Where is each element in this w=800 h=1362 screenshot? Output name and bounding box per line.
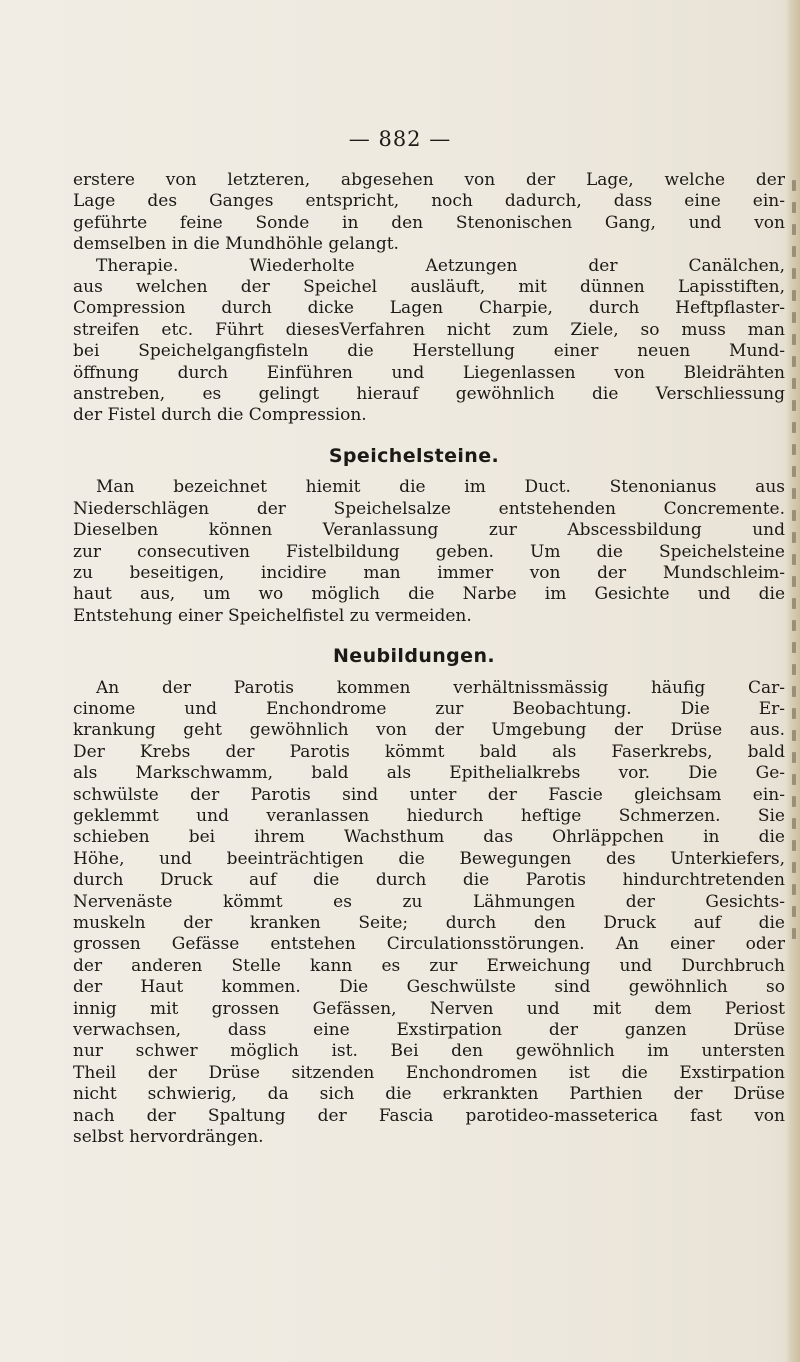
edge-mark — [792, 884, 796, 895]
text-line: zu beseitigen, incidire man immer von der Mundschleim- — [73, 562, 785, 583]
text-line: muskeln der kranken Seite; durch den Druck auf die — [73, 913, 785, 933]
edge-mark — [792, 356, 796, 367]
edge-mark — [792, 224, 796, 235]
text-line: Nervenäste kömmt es zu Lähmungen der Gesichts- — [73, 891, 785, 912]
edge-mark — [792, 268, 796, 279]
body-text — [73, 170, 785, 1148]
edge-mark — [792, 796, 796, 807]
edge-mark — [792, 444, 796, 455]
text-line: als Markschwamm, bald als Epithelialkrebs vor. Die Ge- — [73, 763, 785, 784]
edge-mark — [792, 928, 796, 939]
text-line: nicht schwierig, da sich die erkrankten Parthien der Drüse — [73, 1084, 785, 1105]
text-line: schieben bei ihrem Wachsthum das Ohrläppchen in die — [73, 827, 785, 848]
text-line: Theil der Drüse sitzenden Enchondromen ist die Exstirpation — [73, 1062, 785, 1083]
text-line: selbst hervordrängen. — [73, 1127, 264, 1148]
edge-mark — [792, 334, 796, 345]
edge-mark — [792, 598, 796, 609]
page-number: — 882 — — [348, 127, 452, 151]
text-line: Man bezeichnet hiemit die im Duct. Stenonianus aus — [96, 477, 785, 498]
edge-mark — [792, 180, 796, 191]
edge-mark — [792, 730, 796, 741]
text-line: der anderen Stelle kann es zur Erweichung und Durchbruch — [73, 955, 785, 976]
text-line: aus welchen der Speichel ausläuft, mit dünnen Lapisstiften, — [73, 277, 785, 298]
text-line: schwülste der Parotis sind unter der Fascie gleichsam ein- — [73, 784, 785, 805]
edge-mark — [792, 862, 796, 873]
text-line: innig mit grossen Gefässen, Nerven und mit dem Periost — [73, 998, 785, 1019]
text-line: durch Druck auf die durch die Parotis hindurchtretenden — [73, 870, 785, 891]
text-line: Höhe, und beeinträchtigen die Bewegungen des Unterkiefers, — [73, 848, 785, 869]
edge-mark — [792, 466, 796, 477]
edge-mark — [792, 774, 796, 785]
text-line: Niederschlägen der Speichelsalze entstehenden Concremente. — [73, 498, 785, 519]
edge-mark — [792, 488, 796, 499]
text-line: öffnung durch Einführen und Liegenlassen von Bleidrähten — [73, 362, 785, 383]
text-line: geklemmt und veranlassen hiedurch heftige Schmerzen. Sie — [73, 805, 785, 826]
text-line: Dieselben können Veranlassung zur Abscessbildung und — [73, 520, 785, 541]
section-heading: Neubildungen. — [332, 645, 496, 668]
edge-mark — [792, 532, 796, 543]
edge-mark — [792, 664, 796, 675]
section-heading: Speichelsteine. — [328, 444, 500, 467]
text-line: der Fistel durch die Compression. — [73, 405, 367, 426]
edge-mark — [792, 422, 796, 433]
text-line: anstreben, es gelingt hierauf gewöhnlich die Verschliessung — [73, 384, 785, 405]
text-line: demselben in die Mundhöhle gelangt. — [73, 234, 399, 255]
text-line: haut aus, um wo möglich die Narbe im Gesichte und die — [73, 584, 785, 605]
section — [73, 646, 785, 1148]
edge-mark — [792, 246, 796, 257]
edge-mark — [792, 202, 796, 213]
section — [73, 170, 785, 427]
edge-mark — [792, 400, 796, 411]
edge-mark — [792, 642, 796, 653]
edge-mark — [792, 752, 796, 763]
edge-mark — [792, 708, 796, 719]
text-line: geführte feine Sonde in den Stenonischen Gang, und von — [73, 212, 785, 233]
edge-mark — [792, 378, 796, 389]
edge-mark — [792, 686, 796, 697]
edge-mark — [792, 906, 796, 917]
section — [73, 446, 785, 627]
edge-mark — [792, 510, 796, 521]
text-line: streifen etc. Führt diesesVerfahren nicht zum Ziele, so muss man — [73, 319, 785, 340]
text-line: Entstehung einer Speichelfistel zu vermeiden. — [73, 605, 472, 626]
edge-mark — [792, 840, 796, 851]
text-line: Compression durch dicke Lagen Charpie, durch Heftpflaster- — [73, 298, 785, 319]
text-line: bei Speichelgangfisteln die Herstellung einer neuen Mund- — [73, 341, 785, 362]
text-line: verwachsen, dass eine Exstirpation der ganzen Drüse — [73, 1020, 785, 1041]
text-line: nur schwer möglich ist. Bei den gewöhnlich im untersten — [73, 1041, 785, 1062]
edge-mark — [792, 554, 796, 565]
text-line: grossen Gefässe entstehen Circulationsstörungen. An einer oder — [73, 934, 785, 955]
edge-mark — [792, 818, 796, 829]
page-edge-strip — [786, 0, 800, 1362]
text-line: der Haut kommen. Die Geschwülste sind gewöhnlich so — [73, 977, 785, 998]
text-line: Der Krebs der Parotis kömmt bald als Faserkrebs, bald — [73, 741, 785, 762]
text-line: Lage des Ganges entspricht, noch dadurch, dass eine ein- — [73, 191, 785, 212]
text-line: erstere von letzteren, abgesehen von der Lage, welche der — [73, 170, 785, 190]
text-line: Therapie. Wiederholte Aetzungen der Canälchen, — [96, 255, 785, 276]
text-line: cinome und Enchondrome zur Beobachtung. Die Er- — [73, 698, 785, 719]
text-line: krankung geht gewöhnlich von der Umgebung der Drüse aus. — [73, 720, 785, 741]
edge-mark — [792, 620, 796, 631]
text-line: An der Parotis kommen verhältnissmässig häufig Car- — [96, 677, 785, 698]
edge-mark — [792, 312, 796, 323]
edge-mark — [792, 290, 796, 301]
text-line: zur consecutiven Fistelbildung geben. Um die Speichelsteine — [73, 541, 785, 562]
edge-mark — [792, 576, 796, 587]
text-line: nach der Spaltung der Fascia parotideo-masseterica fast von — [73, 1105, 785, 1126]
